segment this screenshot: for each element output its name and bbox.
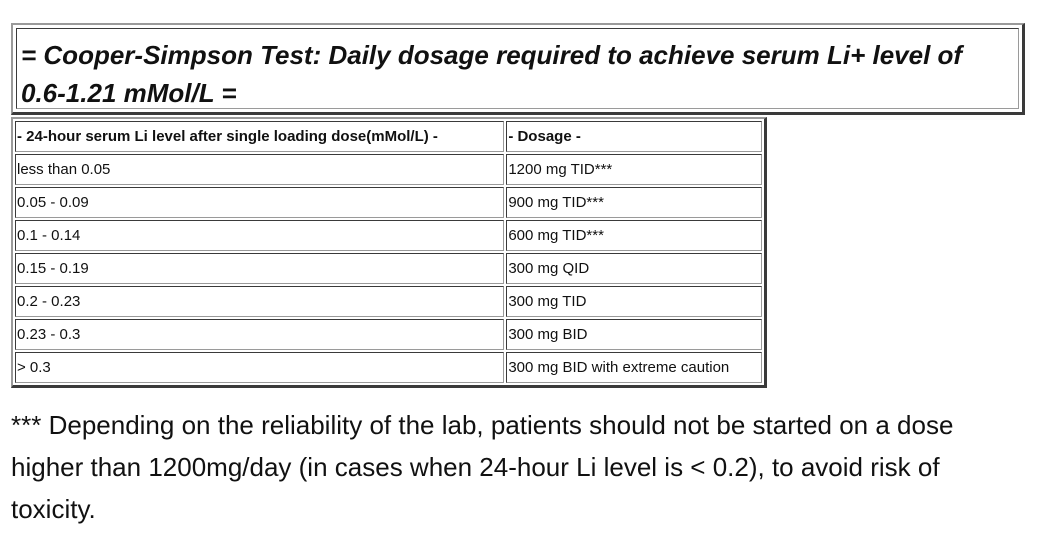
table-header-row — [15, 121, 762, 152]
table-row — [15, 352, 762, 383]
table-row — [15, 220, 762, 251]
table-row — [15, 319, 762, 350]
serum-level-cell: 0.2 - 0.23 — [15, 286, 504, 317]
dosage-table — [11, 117, 767, 388]
dosage-cell: 300 mg BID with extreme caution — [506, 352, 762, 383]
dosage-cell: 600 mg TID*** — [506, 220, 762, 251]
page-title: = Cooper-Simpson Test: Daily dosage required to achieve serum Li+ level of 0.6-1.21 mMol/L = — [21, 40, 963, 108]
serum-level-cell: 0.23 - 0.3 — [15, 319, 504, 350]
table-row — [15, 253, 762, 284]
dosage-cell: 300 mg QID — [506, 253, 762, 284]
dosage-cell: 300 mg BID — [506, 319, 762, 350]
serum-level-cell: > 0.3 — [15, 352, 504, 383]
title-box — [11, 23, 1025, 115]
dosage-cell: 300 mg TID — [506, 286, 762, 317]
title-inner-frame — [16, 28, 1019, 109]
serum-level-cell: 0.15 - 0.19 — [15, 253, 504, 284]
serum-level-cell: 0.05 - 0.09 — [15, 187, 504, 218]
table-row — [15, 154, 762, 185]
dosage-cell: 900 mg TID*** — [506, 187, 762, 218]
table-row — [15, 286, 762, 317]
footnote: *** Depending on the reliability of the lab, patients should not be started on a dose higher than 1200mg/day (in cases when 24-hour Li level is < 0.2), to avoid risk of toxicity. — [11, 410, 954, 524]
table-row — [15, 187, 762, 218]
serum-level-cell: less than 0.05 — [15, 154, 504, 185]
dosage-cell: 1200 mg TID*** — [506, 154, 762, 185]
header-serum-level: - 24-hour serum Li level after single loading dose(mMol/L) - — [15, 121, 504, 152]
serum-level-cell: 0.1 - 0.14 — [15, 220, 504, 251]
header-dosage: - Dosage - — [506, 121, 762, 152]
